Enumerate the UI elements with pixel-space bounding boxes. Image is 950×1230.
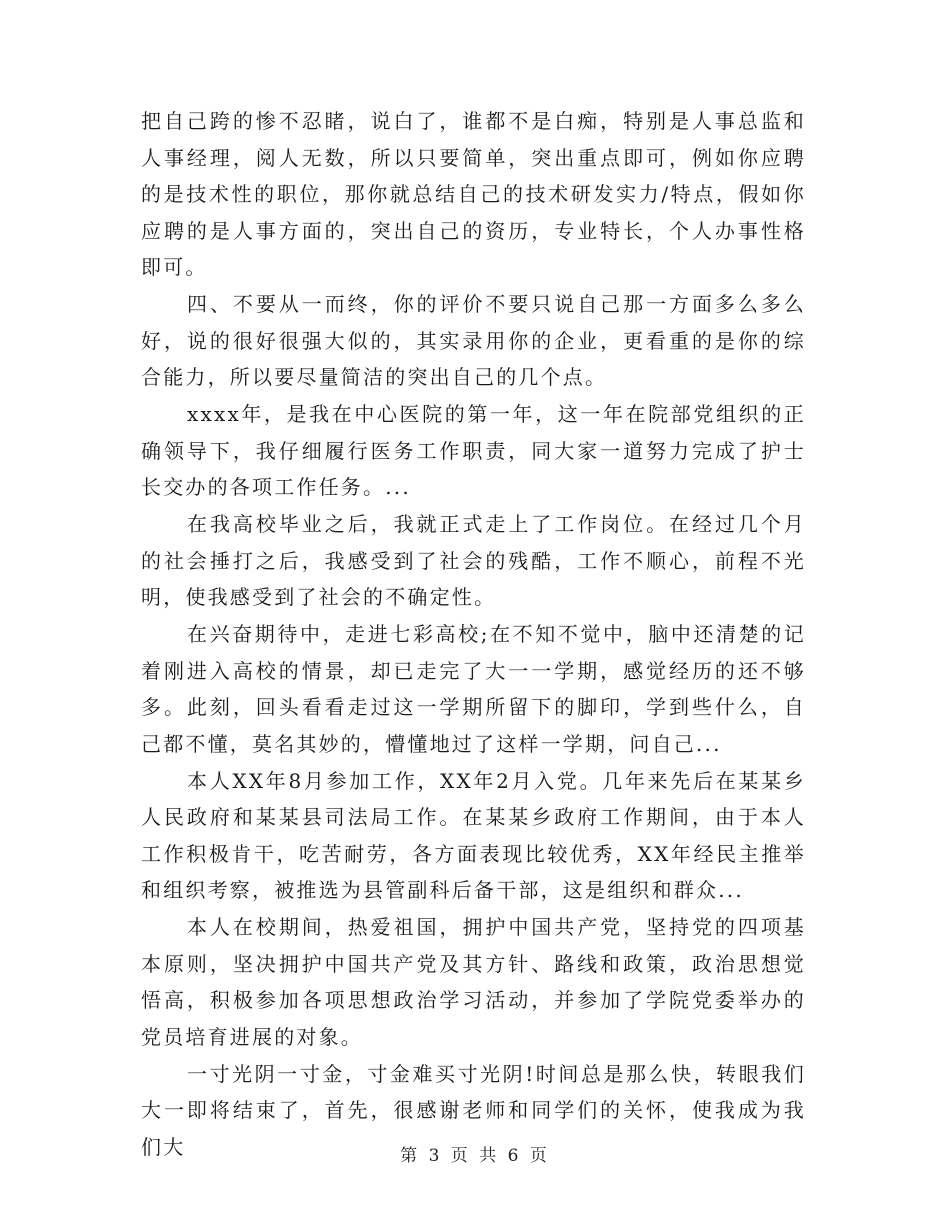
paragraph-5: 在兴奋期待中，走进七彩高校;在不知不觉中，脑中还清楚的记着刚进入高校的情景，却已走完了大一一学期，感觉经历的还不够多。此刻，回头看看走过这一学期所留下的脚印，学到些什么，自己都不懂，莫名其妙的，懵懂地过了这样一学期，问自己...	[141, 622, 806, 756]
paragraph-1: 把自己跨的惨不忍睹，说白了，谁都不是白痴，特别是人事总监和人事经理，阅人无数，所以只要简单，突出重点即可，例如你应聘的是技术性的职位，那你就总结自己的技术研发实力/特点，假如你应聘的是人事方面的，突出自己的资历，专业特长，个人办事性格即可。	[141, 109, 806, 279]
paragraph-3: xxxx年，是我在中心医院的第一年，这一年在院部党组织的正确领导下，我仔细履行医务工作职责，同大家一道努力完成了护士长交办的各项工作任务。...	[141, 402, 806, 499]
paragraph-6: 本人XX年8月参加工作，XX年2月入党。几年来先后在某某乡人民政府和某某县司法局工作。在某某乡政府工作期间，由于本人工作积极肯干，吃苦耐劳，各方面表现比较优秀，XX年经民主推举和组织考察，被推选为县管副科后备干部，这是组织和群众...	[141, 768, 806, 902]
paragraph-7: 本人在校期间，热爱祖国，拥护中国共产党，坚持党的四项基本原则，坚决拥护中国共产党及其方针、路线和政策，政治思想觉悟高，积极参加各项思想政治学习活动，并参加了学院党委举办的党员培育进展的对象。	[141, 915, 806, 1049]
document-body	[141, 103, 806, 1165]
paragraph-4: 在我高校毕业之后，我就正式走上了工作岗位。在经过几个月的社会捶打之后，我感受到了社会的残酷，工作不顺心，前程不光明，使我感受到了社会的不确定性。	[141, 512, 806, 609]
paragraph-8: 一寸光阴一寸金，寸金难买寸光阴!时间总是那么快，转眼我们大一即将结束了，首先，很感谢老师和同学们的关怀，使我成为我们大	[141, 1061, 806, 1159]
paragraph-2: 四、不要从一而终，你的评价不要只说自己那一方面多么多么好，说的很好很强大似的，其实录用你的企业，更看重的是你的综合能力，所以要尽量简洁的突出自己的几个点。	[141, 292, 806, 389]
page-number-footer: 第 3 页 共 6 页	[400, 1146, 550, 1166]
